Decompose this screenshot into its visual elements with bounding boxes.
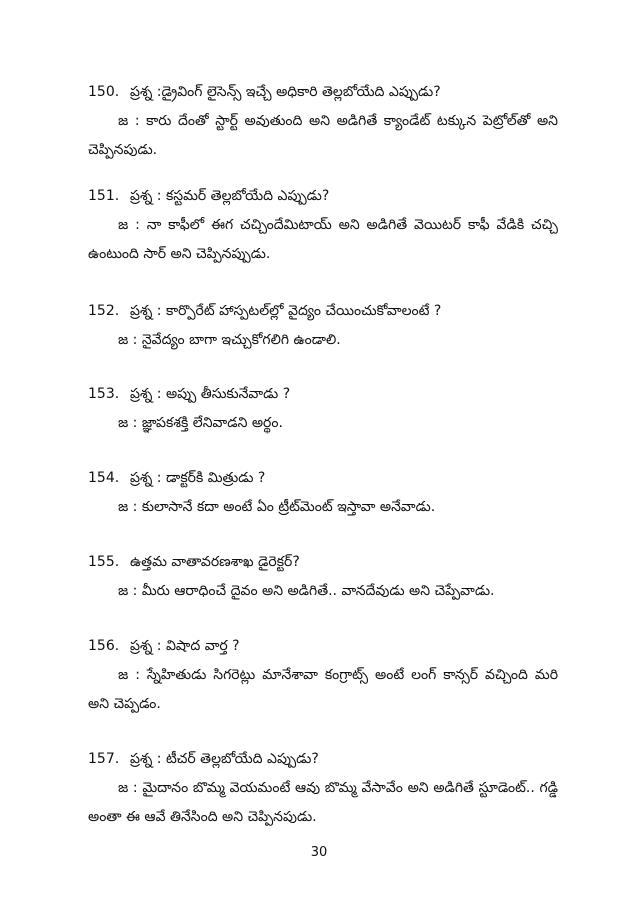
entry-number: 155. [88, 554, 120, 570]
answer-text: జ : కారు దేంతో స్టార్ట్ అవుతుంది అని అడిగితే క్యాండేట్ టక్కున పెట్రోల్‌తో అని చెప్పినపుడు. [88, 113, 558, 158]
question-text: ప్రశ్న : కస్టమర్ తెల్లబోయేది ఎప్పుడు? [130, 188, 330, 204]
answer-text: జ : స్నేహితుడు సిగరెట్లు మానేశావా కంగ్రాట్స్ అంటే లంగ్ కాన్సర్ వచ్చింది మరి అని చెప్పడం. [88, 667, 558, 712]
entry-number: 154. [88, 470, 120, 486]
entry-number: 151. [88, 188, 120, 204]
question-text: ప్రశ్న : టీచర్ తెల్లబోయేది ఎప్పుడు? [130, 751, 319, 767]
answer-text: జ : నా కాఫీలో ఈగ చచ్చిందేమిటాయ్ అని అడిగితే వెయిటర్ కాఫీ వేడికి చచ్చి ఉంటుంది సార్ అని చెప్పినప్పుడు. [88, 217, 558, 262]
answer-text: జ : మీరు ఆరాధించే దైవం అని అడిగితే.. వానదేవుడు అని చెప్పేవాడు. [118, 583, 495, 599]
question-text: ప్రశ్న : కార్పొరేట్ హాస్పటల్‌ల్లో వైద్యం చేయించుకోవాలంటే ? [130, 303, 442, 319]
question-text: ప్రశ్న : డాక్టర్‌కి మిత్రుడు ? [130, 470, 266, 486]
entry-number: 152. [88, 303, 120, 319]
qa-entry-151 [88, 182, 558, 269]
question-text: ప్రశ్న : అప్పు తీసుకునేవాడు ? [130, 386, 291, 402]
page-number: 30 [310, 845, 328, 860]
entry-number: 156. [88, 638, 120, 654]
entry-number: 153. [88, 386, 120, 402]
answer-text: జ : మైదానం బొమ్మ వెయమంటే ఆవు బొమ్మ వేసావేం అని అడిగితే స్టూడెంట్.. గడ్డి అంతా ఈ ఆవే తినేసింది అని చెప్పినపుడు. [88, 780, 558, 825]
question-text: ఉత్తమ వాతావరణశాఖ డైరెక్టర్? [130, 554, 300, 570]
answer-text: జ : నైవేద్యం బాగా ఇచ్చుకోగలిగి ఉండాలి. [118, 332, 341, 348]
entry-number: 157. [88, 751, 120, 767]
question-text: ప్రశ్న : విషాద వార్త ? [130, 638, 240, 654]
qa-entry-152 [88, 297, 558, 355]
question-text: ప్రశ్న :డ్రైవింగ్ లైసెన్స్ ఇచ్చే అధికారి తెల్లబోయేది ఎప్పుడు? [130, 84, 441, 100]
answer-text: జ : కులాసానే కదా అంటే ఏం ట్రీట్‌మెంట్ ఇస్తావా అనేవాడు. [118, 499, 436, 515]
qa-entry-155 [88, 548, 558, 606]
qa-entry-150 [88, 78, 558, 165]
qa-entry-154 [88, 464, 558, 522]
qa-entry-153 [88, 380, 558, 438]
answer-text: జ : జ్ఞాపకశక్తి లేనివాడని అర్థం. [118, 415, 283, 431]
qa-entry-156 [88, 632, 558, 719]
entry-number: 150. [88, 84, 120, 100]
qa-entry-157 [88, 745, 558, 832]
